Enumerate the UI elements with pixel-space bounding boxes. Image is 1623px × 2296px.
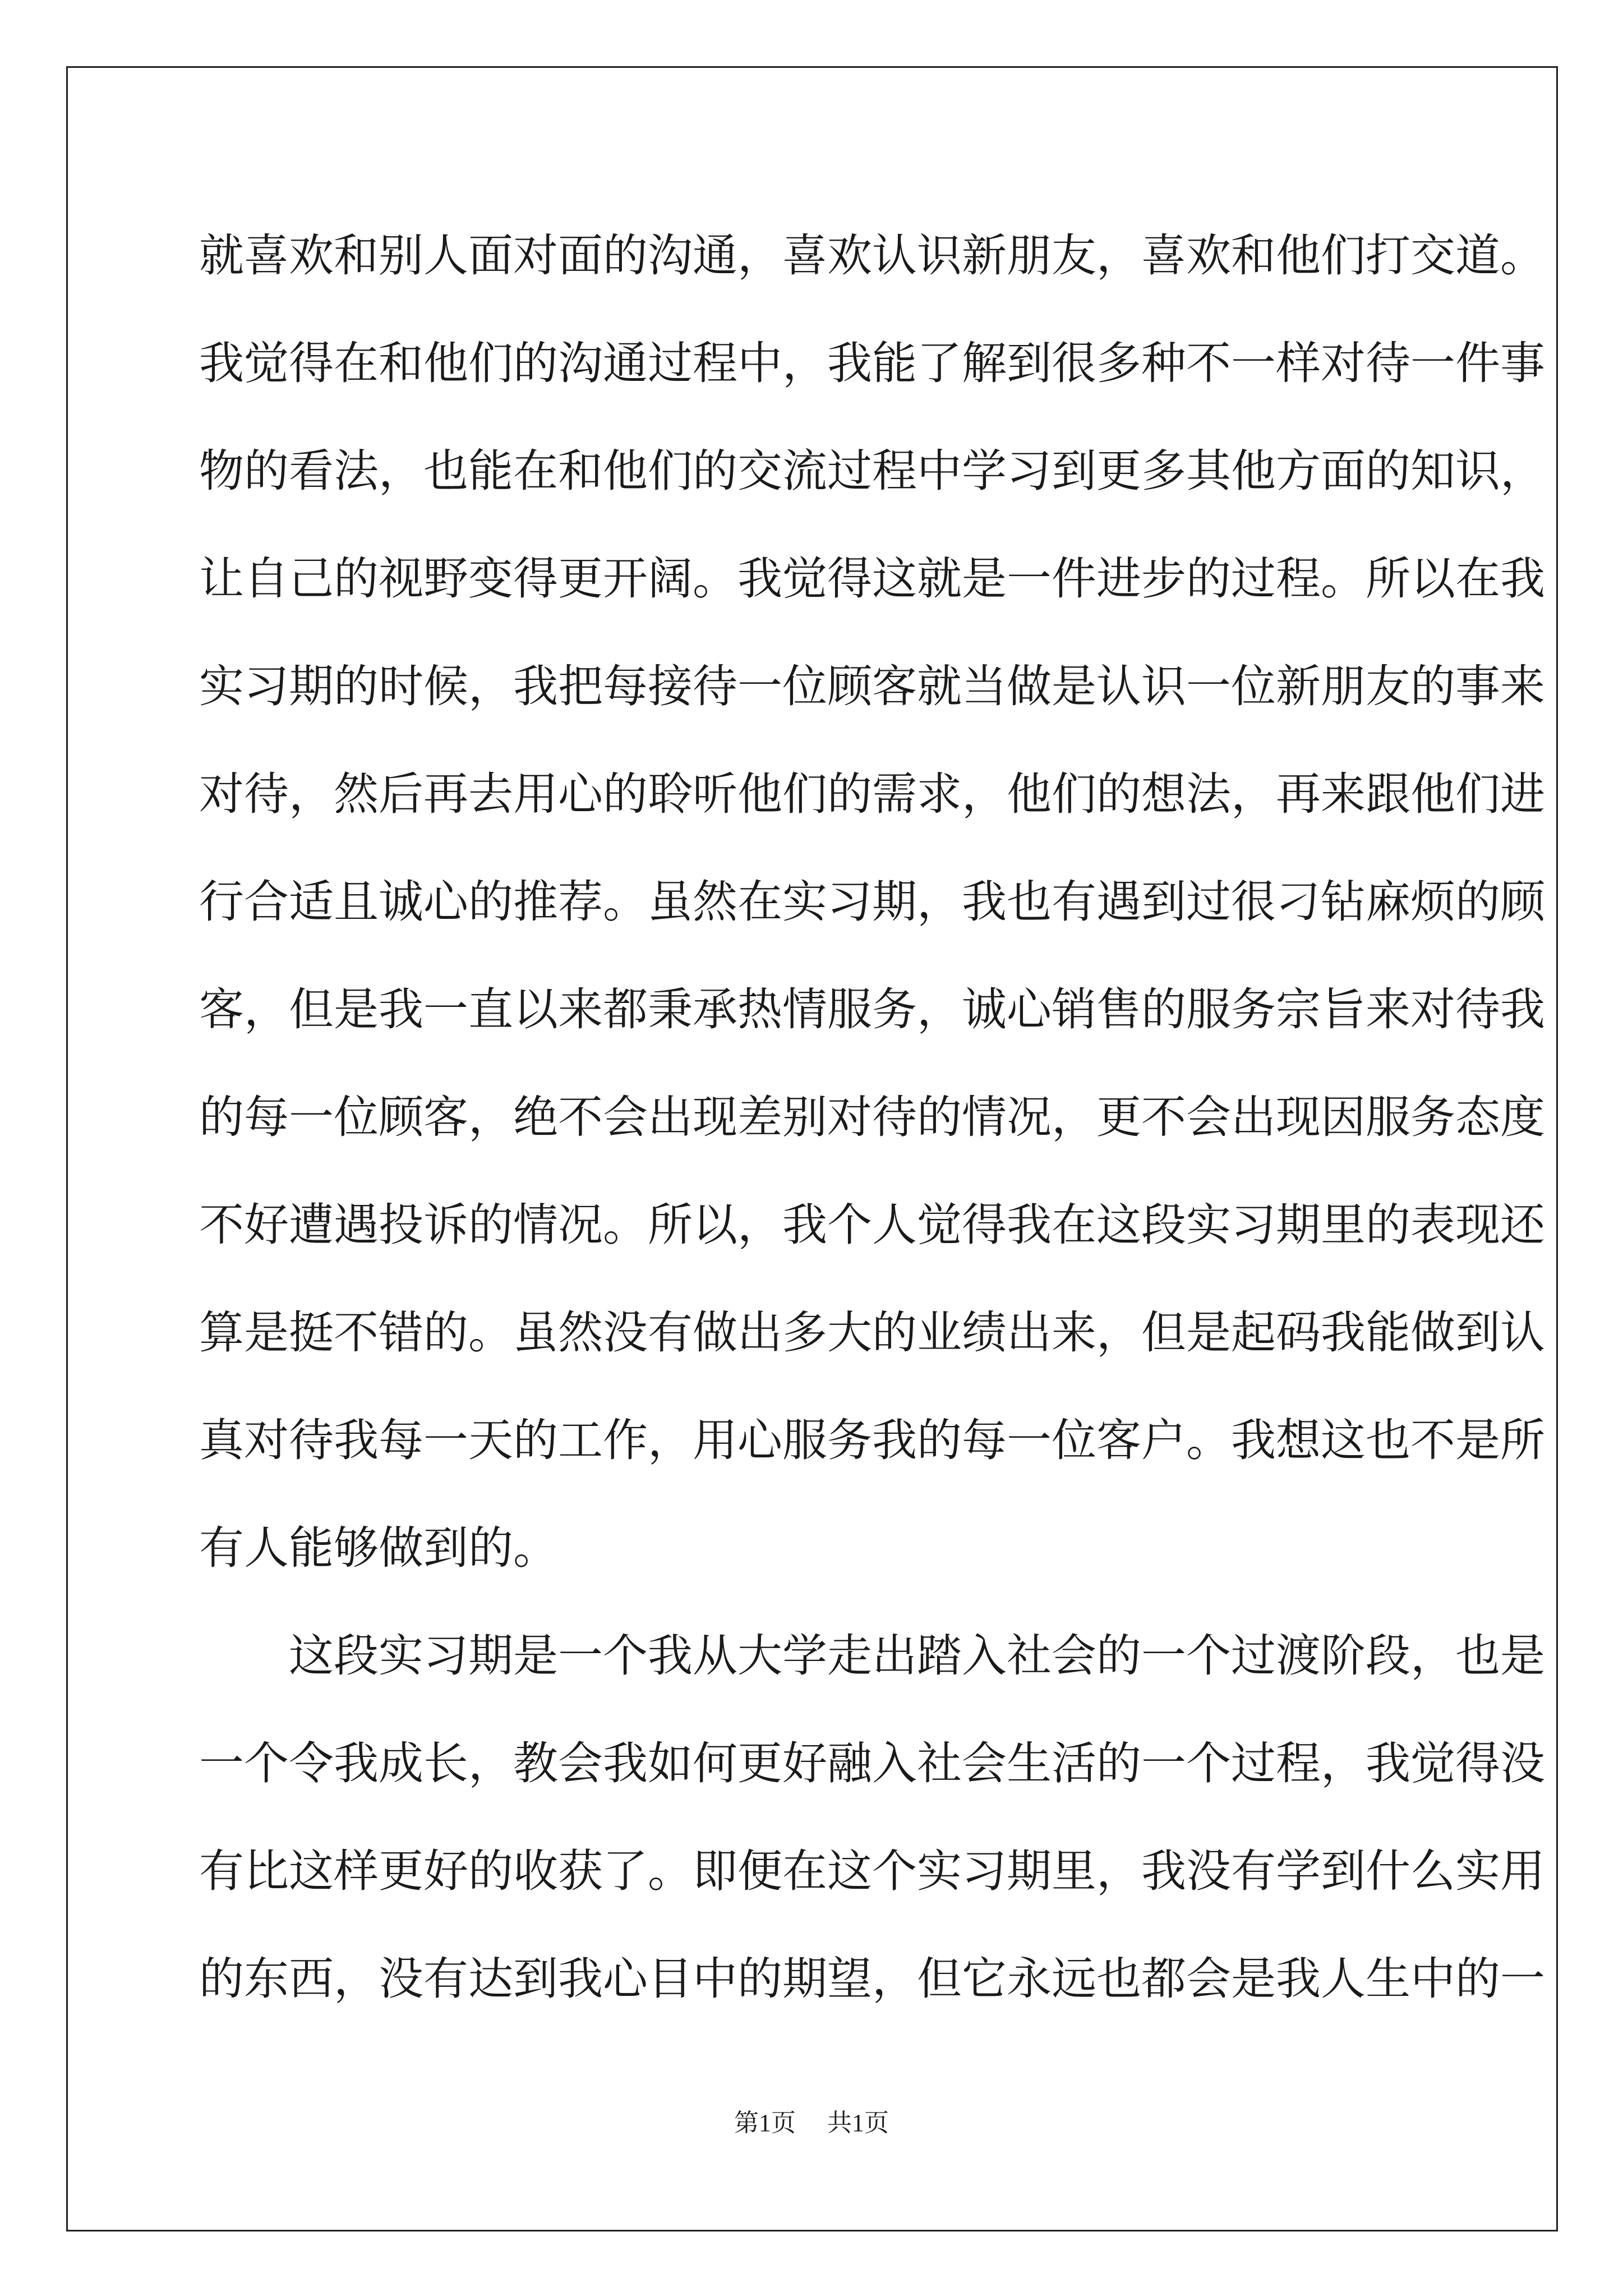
page-number: 第1页: [734, 2109, 796, 2137]
text-line: 物的看法，也能在和他们的交流过程中学习到更多其他方面的知识，: [199, 445, 1545, 497]
text-line: 有比这样更好的收获了。即便在这个实习期里，我没有学到什么实用: [199, 1845, 1545, 1897]
text-line: 对待，然后再去用心的聆听他们的需求，他们的想法，再来跟他们进: [199, 768, 1545, 820]
text-line: 客，但是我一直以来都秉承热情服务，诚心销售的服务宗旨来对待我: [199, 983, 1545, 1036]
text-line: 有人能够做到的。: [199, 1522, 558, 1574]
text-line: 我觉得在和他们的沟通过程中，我能了解到很多种不一样对待一件事: [199, 337, 1545, 389]
text-line: 不好遭遇投诉的情况。所以，我个人觉得我在这段实习期里的表现还: [199, 1199, 1545, 1251]
text-line: 行合适且诚心的推荐。虽然在实习期，我也有遇到过很刁钻麻烦的顾: [199, 876, 1545, 928]
text-line: 实习期的时候，我把每接待一位顾客就当做是认识一位新朋友的事来: [199, 660, 1545, 712]
page-footer: [0, 2106, 1623, 2140]
text-line: 算是挺不错的。虽然没有做出多大的业绩出来，但是起码我能做到认: [199, 1306, 1545, 1359]
text-line: 让自己的视野变得更开阔。我觉得这就是一件进步的过程。所以在我: [199, 553, 1545, 605]
text-line: 的每一位顾客，绝不会出现差别对待的情况，更不会出现因服务态度: [199, 1091, 1545, 1143]
text-line: 一个令我成长，教会我如何更好融入社会生活的一个过程，我觉得没: [199, 1737, 1545, 1789]
text-line: 就喜欢和别人面对面的沟通，喜欢认识新朋友，喜欢和他们打交道。: [199, 229, 1545, 282]
text-line: 的东西，没有达到我心目中的期望，但它永远也都会是我人生中的一: [199, 1953, 1545, 2005]
document-body: [199, 202, 1545, 2033]
page-total: 共1页: [827, 2109, 889, 2137]
text-line-indented: 这段实习期是一个我从大学走出踏入社会的一个过渡阶段，也是: [289, 1630, 1545, 1682]
text-line: 真对待我每一天的工作，用心服务我的每一位客户。我想这也不是所: [199, 1414, 1545, 1466]
